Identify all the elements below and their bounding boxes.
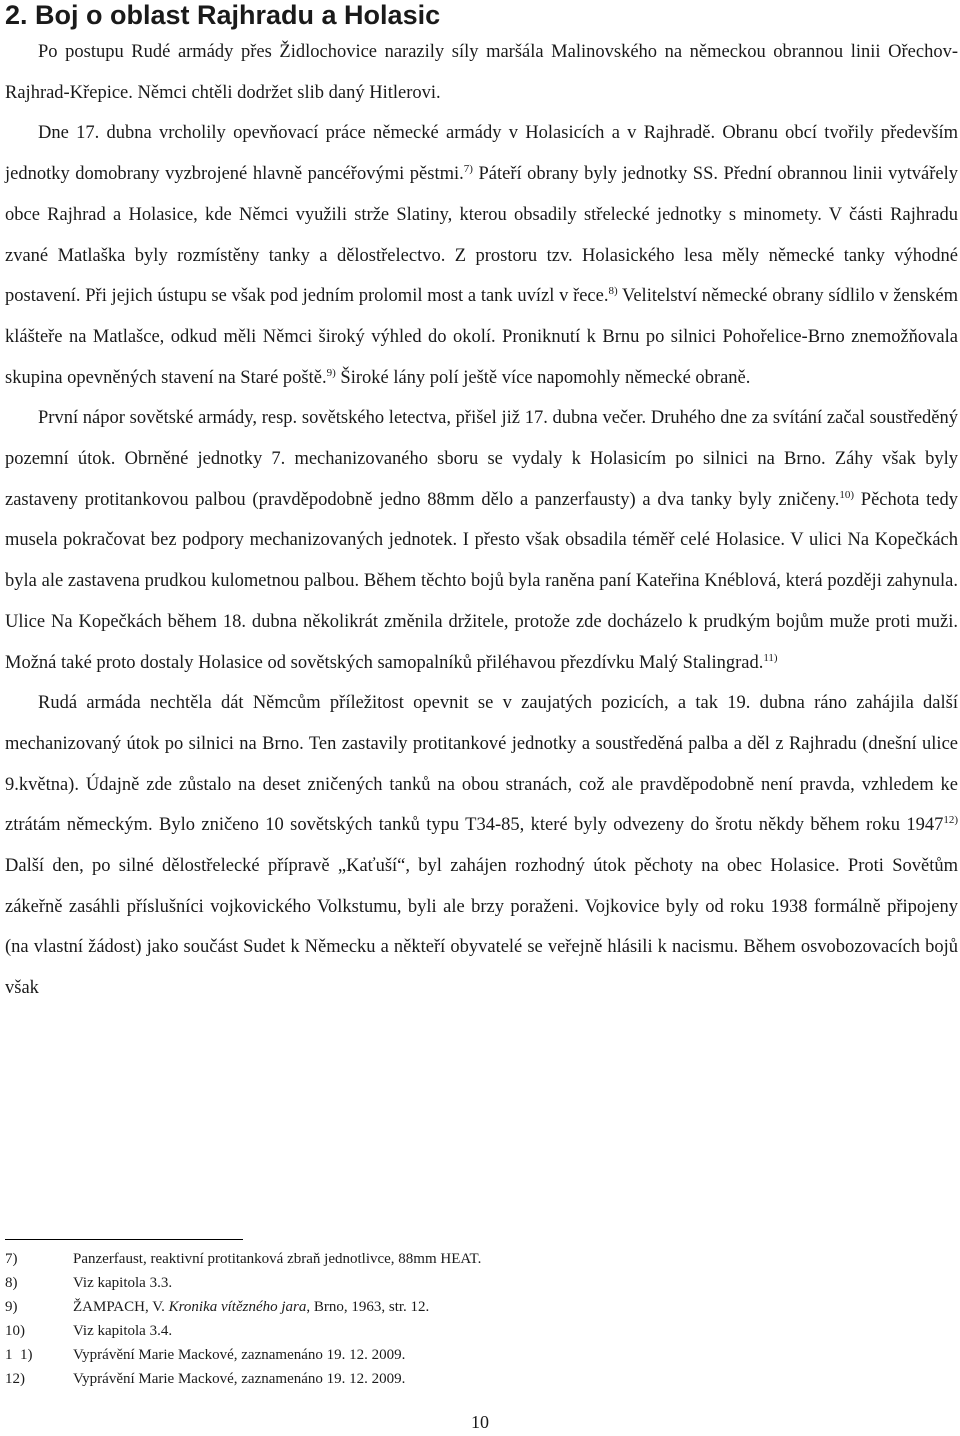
paragraph-text: Páteří obrany byly jednotky SS. Přední obrannou linii vytvářely obce Rajhrad a Holasice, kde Němci využili strže Slatiny, kterou obsadily střelecké jednotky s minomety. V části Rajhradu zvané Matlaška byly rozmístěny tanky a dělostřelectvo. Z prostoru tzv. Holasického lesa měly německé tanky výhodné postavení. Při jejich ústupu se však pod jedním prolomil most a tank uvízl v řece.	[5, 164, 959, 307]
section-heading: 2. Boj o oblast Rajhradu a Holasic	[5, 0, 441, 30]
paragraph-text: Široké lány polí ještě více napomohly německé obraně.	[335, 367, 751, 388]
footnote-ref: 11)	[763, 651, 778, 664]
paragraph	[5, 32, 958, 113]
footnote-number: 8)	[5, 1275, 18, 1291]
footnote-text: Viz kapitola 3.4.	[73, 1323, 173, 1339]
footnote-number: 7)	[5, 1251, 18, 1267]
footnote-text: Panzerfaust, reaktivní protitanková zbraň jednotlivce, 88mm HEAT.	[73, 1251, 482, 1267]
footnote	[5, 1319, 481, 1343]
footnote	[5, 1367, 481, 1391]
footnote-ref: 9)	[326, 366, 336, 379]
footnote-text: Vyprávění Marie Mackové, zaznamenáno 19. 12. 2009.	[73, 1347, 406, 1363]
footnote-number: 9)	[5, 1299, 18, 1315]
footnote-ref: 7)	[463, 163, 473, 176]
footnote-ref: 10)	[839, 488, 855, 501]
page-number: 10	[471, 1412, 489, 1432]
paragraph-text: Rudá armáda nechtěla dát Němcům příležitost opevnit se v zaujatých pozicích, a tak 19. dubna ráno zahájila další mechanizovaný útok po silnici na Brno. Ten zastavily protitankové jednotky a soustředěná palba a děl z Rajhradu (dnešní ulice 9.května). Údajně zde zůstalo na deset zničených tanků na obou stranách, což ale pravděpodobně není pravda, vzhledem ke ztrátám německým. Bylo zničeno 10 sovětských tanků typu T34-85, které byly odvezeny do šrotu někdy během roku 1947	[5, 693, 958, 836]
paragraph	[5, 113, 958, 398]
footnote-ref: 12)	[943, 814, 958, 827]
footnote	[5, 1247, 481, 1271]
footnote-book-title: Kronika vítězného jara	[168, 1299, 307, 1315]
footnote	[5, 1271, 481, 1295]
paragraph-text: Pěchota tedy musela pokračovat bez podpory mechanizovaných jednotek. I přesto však obsadila téměř celé Holasice. V ulici Na Kopečkách byla ale zastavena prudkou kulometnou palbou. Během těchto bojů byla raněna paní Kateřina Knéblová, která později zahynula. Ulice Na Kopečkách během 18. dubna několikrát změnila držitele, protože zde docházelo k prudkým bojům muže proti muži. Možná také proto dostaly Holasice od sovětských samopalníků přiléhavou přezdívku Malý Stalingrad.	[5, 489, 958, 673]
footnote-text: Vyprávění Marie Mackové, zaznamenáno 19. 12. 2009.	[73, 1371, 406, 1387]
footnote-text: , Brno, 1963, str. 12.	[306, 1299, 430, 1315]
paragraph-text: Dne 17. dubna vrcholily opevňovací práce německé armády v Holasicích a v Rajhradě. Obranu obcí tvořily především jednotky domobrany vyzbrojené hlavně pancéřovými pěstmi.	[5, 123, 958, 185]
footnote-separator	[5, 1239, 243, 1240]
footnote-number: 10)	[5, 1323, 25, 1339]
paragraph-text: První nápor sovětské armády, resp. sovětského letectva, přišel již 17. dubna večer. Druhého dne za svítání začal soustředěný pozemní útok. Obrněné jednotky 7. mechanizovaného sboru se vydaly k Holasicím po silnici na Brno. Záhy však byly zastaveny protitankovou palbou (pravděpodobně jedno 88mm dělo a panzerfausty) a dva tanky byly zničeny.	[5, 408, 958, 510]
footnote	[5, 1343, 481, 1367]
paragraph-text: Další den, po silné dělostřelecké přípravě „Kaťuší“, byl zahájen rozhodný útok pěchoty na obec Holasice. Proti Sovětům zákeřně zasáhli příslušníci vojkovického Volkstumu, byli ale brzy poraženi. Vojkovice byly od roku 1938 formálně připojeny (na vlastní žádost) jako součást Sudet k Německu a někteří obyvatelé se veřejně hlásili k nacismu. Během osvobozovacích bojů však	[5, 856, 958, 999]
footnote	[5, 1295, 481, 1319]
footnote-text: Viz kapitola 3.3.	[73, 1275, 173, 1291]
footnote-number: 12)	[5, 1371, 25, 1387]
paragraph	[5, 683, 958, 1009]
footnote-number: 1 1)	[5, 1347, 33, 1363]
footnote-text: ŽAMPACH, V.	[73, 1299, 169, 1315]
body-text	[5, 32, 958, 1009]
footnotes	[5, 1247, 481, 1391]
paragraph-text: Velitelství německé obrany sídlilo v ženském klášteře na Matlašce, odkud měli Němci široký výhled do okolí. Proniknutí k Brnu po silnici Pohořelice-Brno znemožňovala skupina opevněných stavení na Staré poště.	[5, 286, 958, 388]
paragraph-text: Po postupu Rudé armády přes Židlochovice narazily síly maršála Malinovského na německou obrannou linii Ořechov-Rajhrad-Křepice. Němci chtěli dodržet slib daný Hitlerovi.	[5, 42, 958, 103]
footnote-ref: 8)	[608, 285, 618, 298]
paragraph	[5, 398, 958, 683]
